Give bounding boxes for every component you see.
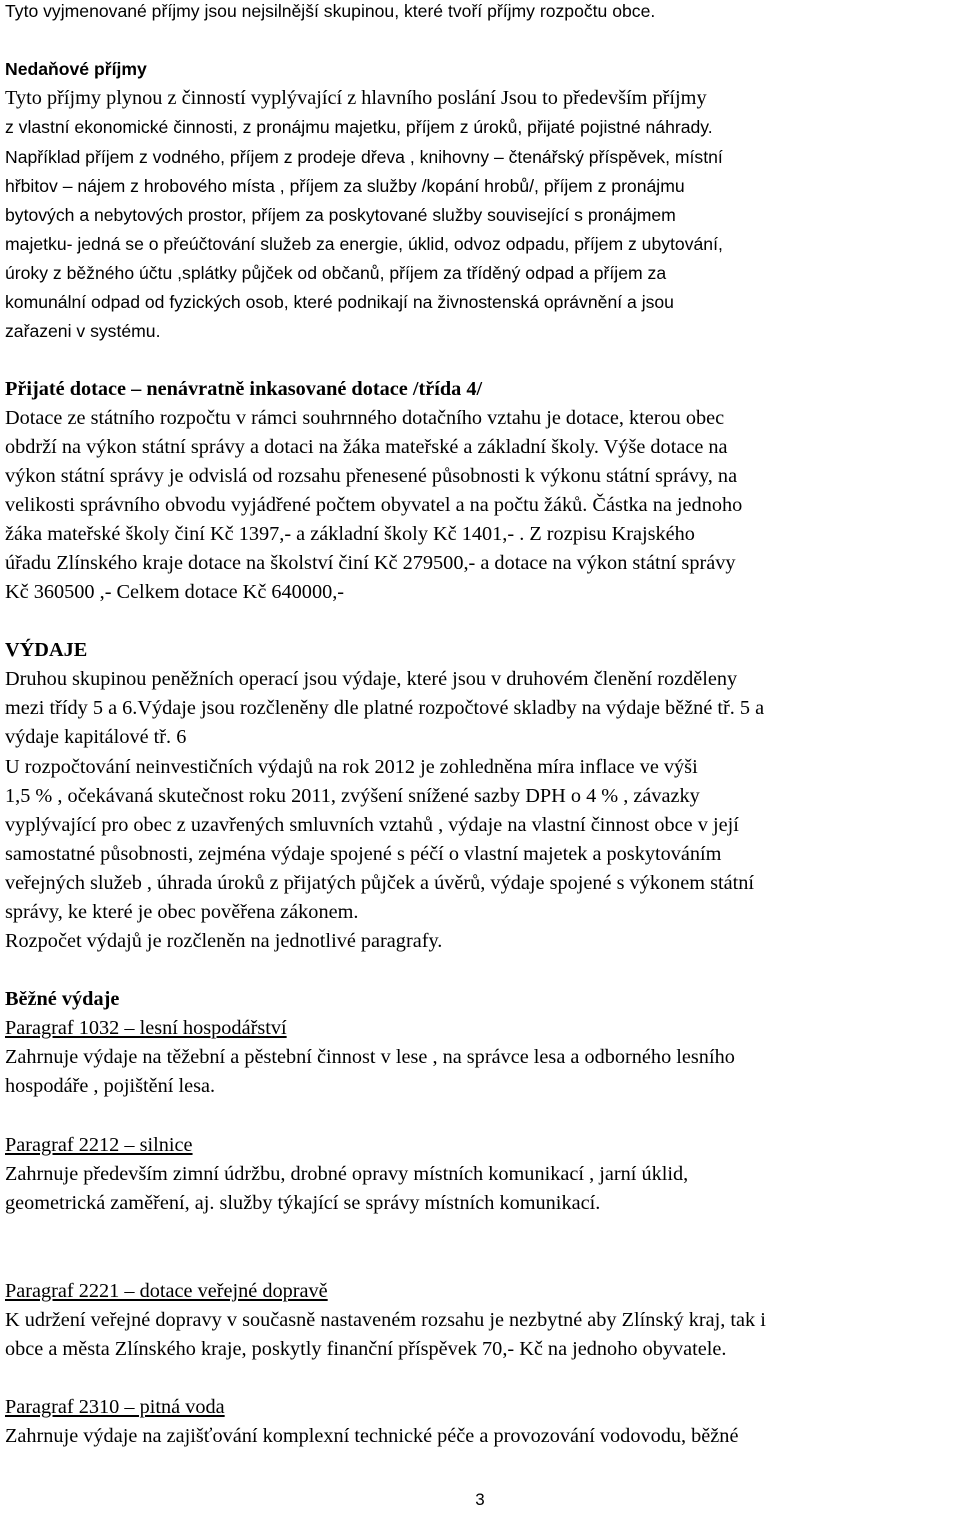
paragraph-2212-line: geometrická zaměření, aj. služby týkající se správy místních komunikací.: [5, 1192, 601, 1214]
non-tax-line: bytových a nebytových prostor, příjem za poskytované služby související s pronájmem: [5, 205, 676, 225]
grants-line: Dotace ze státního rozpočtu v rámci souhrnného dotačního vztahu je dotace, kterou obec: [5, 407, 725, 429]
expenses-line: vyplývající pro obec z uzavřených smluvních vztahů , výdaje na vlastní činnost obce v její: [5, 814, 739, 836]
paragraph-1032-line: hospodáře , pojištění lesa.: [5, 1075, 216, 1097]
expenses-line: 1,5 % , očekávaná skutečnost roku 2011, zvýšení snížené sazby DPH o 4 % , závazky: [5, 785, 700, 807]
grants-line: Kč 360500 ,- Celkem dotace Kč 640000,-: [5, 581, 345, 603]
expenses-heading: VÝDAJE: [5, 639, 88, 661]
grants-heading: Přijaté dotace – nenávratně inkasované dotace /třída 4/: [5, 378, 483, 400]
paragraph-2212-line: Zahrnuje především zimní údržbu, drobné opravy místních komunikací , jarní úklid,: [5, 1163, 689, 1185]
grants-line: výkon státní správy je odvislá od rozsahu přenesené působnosti k výkonu státní správy, na: [5, 465, 738, 487]
paragraph-2212-title: Paragraf 2212 – silnice: [5, 1134, 193, 1156]
non-tax-line: majetku- jedná se o přeúčtování služeb za energie, úklid, odvoz odpadu, příjem z ubytování,: [5, 234, 723, 254]
paragraph-2221-line: obce a města Zlínského kraje, poskytly finanční příspěvek 70,- Kč na jednoho obyvatele.: [5, 1338, 727, 1360]
page-number: 3: [475, 1490, 485, 1509]
expenses-line: Rozpočet výdajů je rozčleněn na jednotlivé paragrafy.: [5, 930, 443, 952]
paragraph-1032-line: Zahrnuje výdaje na těžební a pěstební činnost v lese , na správce lesa a odborného lesního: [5, 1046, 735, 1068]
income-summary-line: Tyto vyjmenované příjmy jsou nejsilnější skupinou, které tvoří příjmy rozpočtu obce.: [5, 1, 656, 21]
grants-line: žáka mateřské školy činí Kč 1397,- a základní školy Kč 1401,- . Z rozpisu Krajského: [5, 523, 695, 545]
non-tax-line: z vlastní ekonomické činnosti, z pronájmu majetku, příjem z úroků, přijaté pojistné náhrady.: [5, 117, 713, 137]
paragraph-2221-line: K udržení veřejné dopravy v současně nastaveném rozsahu je nezbytné aby Zlínský kraj, tak i: [5, 1309, 766, 1331]
non-tax-line: Tyto příjmy plynou z činností vyplývající z hlavního poslání Jsou to především příjmy: [5, 87, 707, 109]
non-tax-heading: Nedaňové příjmy: [5, 59, 147, 79]
non-tax-line: zařazeni v systému.: [5, 321, 161, 341]
expenses-line: U rozpočtování neinvestičních výdajů na rok 2012 je zohledněna míra inflace ve výši: [5, 756, 698, 778]
grants-line: obdrží na výkon státní správy a dotaci na žáka mateřské a základní školy. Výše dotace na: [5, 436, 728, 458]
expenses-line: Druhou skupinou peněžních operací jsou výdaje, které jsou v druhovém členění rozděleny: [5, 668, 738, 690]
paragraph-1032-title: Paragraf 1032 – lesní hospodářství: [5, 1017, 287, 1039]
current-expenses-heading: Běžné výdaje: [5, 988, 120, 1010]
grants-line: úřadu Zlínského kraje dotace na školství činí Kč 279500,- a dotace na výkon státní správy: [5, 552, 736, 574]
non-tax-line: úroky z běžného účtu ,splátky půjček od občanů, příjem za tříděný odpad a příjem za: [5, 263, 667, 283]
expenses-line: mezi třídy 5 a 6.Výdaje jsou rozčleněny dle platné rozpočtové skladby na výdaje běžné tř. 5 a: [5, 697, 765, 719]
non-tax-line: Například příjem z vodného, příjem z prodeje dřeva , knihovny – čtenářský příspěvek, místní: [5, 147, 723, 167]
expenses-line: výdaje kapitálové tř. 6: [5, 726, 187, 748]
expenses-line: veřejných služeb , úhrada úroků z přijatých půjček a úvěrů, výdaje spojené s výkonem státní: [5, 872, 755, 894]
paragraph-2221-title: Paragraf 2221 – dotace veřejné dopravě: [5, 1280, 328, 1302]
expenses-line: samostatné působnosti, zejména výdaje spojené s péčí o vlastní majetek a poskytováním: [5, 843, 722, 865]
non-tax-line: hřbitov – nájem z hrobového místa , příjem za služby /kopání hrobů/, příjem z pronájmu: [5, 176, 685, 196]
expenses-line: správy, ke které je obec pověřena zákonem.: [5, 901, 359, 923]
paragraph-2310-line: Zahrnuje výdaje na zajišťování komplexní technické péče a provozování vodovodu, běžné: [5, 1425, 739, 1447]
grants-line: velikosti správního obvodu vyjádřené počtem obyvatel a na počtu žáků. Částka na jednoho: [5, 494, 743, 516]
non-tax-line: komunální odpad od fyzických osob, které podnikají na živnostenská oprávnění a jsou: [5, 292, 674, 312]
paragraph-2310-title: Paragraf 2310 – pitná voda: [5, 1396, 225, 1418]
